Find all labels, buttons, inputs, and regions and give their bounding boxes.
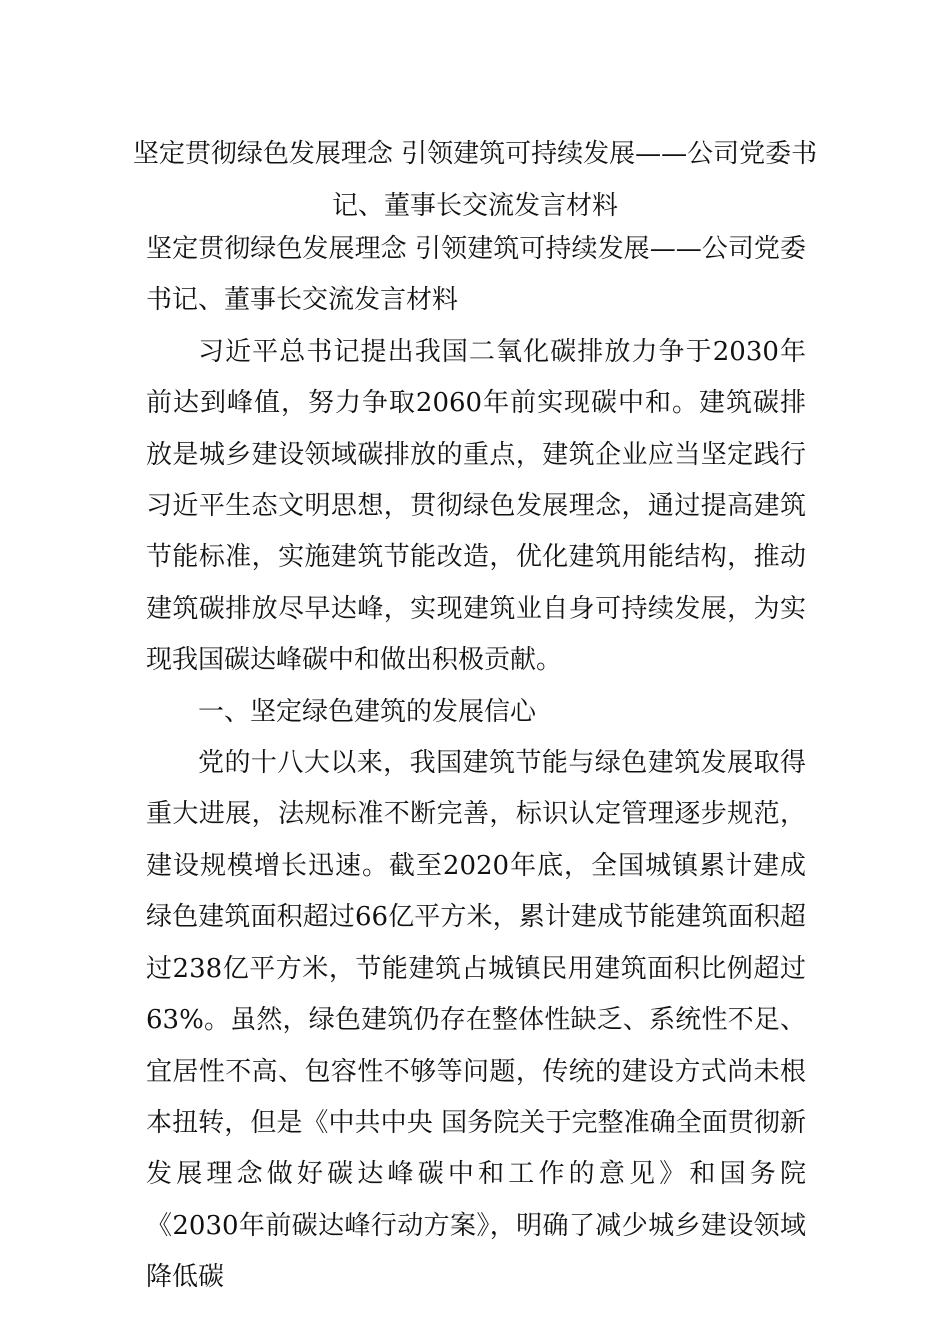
body-paragraph: 党的十八大以来，我国建筑节能与绿色建筑发展取得重大进展，法规标准不断完善，标识认定管理逐步规范，建设规模增长迅速。截至2020年底，全国城镇累计建成绿色建筑面积超过66亿平方米，累计建成节能建筑面积超过238亿平方米，节能建筑占城镇民用建筑面积比例超过63%。虽然，绿色建筑仍存在整体性缺乏、系统性不足、宜居性不高、包容性不够等问题，传统的建设方式尚未根本扭转，但是《中共中央 国务院关于完整准确全面贯彻新发展理念做好碳达峰碳中和工作的意见》和国务院《2030年前碳达峰行动方案》，明确了减少城乡建设领域降低碳 bbox=[146, 748, 806, 1293]
section-heading: 一、坚定绿色建筑的发展信心 bbox=[198, 696, 537, 727]
document-body bbox=[146, 224, 806, 1304]
document-title: 坚定贯彻绿色发展理念 引领建筑可持续发展——公司党委书记、董事长交流发言材料 bbox=[132, 139, 818, 221]
intro-paragraph: 习近平总书记提出我国二氧化碳排放力争于2030年前达到峰值，努力争取2060年前实现碳中和。建筑碳排放是城乡建设领域碳排放的重点，建筑企业应当坚定践行习近平生态文明思想，贯彻绿色发展理念，通过提高建筑节能标准，实施建筑节能改造，优化建筑用能结构，推动建筑碳排放尽早达峰，实现建筑业自身可持续发展，为实现我国碳达峰碳中和做出积极贡献。 bbox=[146, 336, 806, 676]
repeated-title-paragraph: 坚定贯彻绿色发展理念 引领建筑可持续发展——公司党委书记、董事长交流发言材料 bbox=[146, 234, 806, 316]
